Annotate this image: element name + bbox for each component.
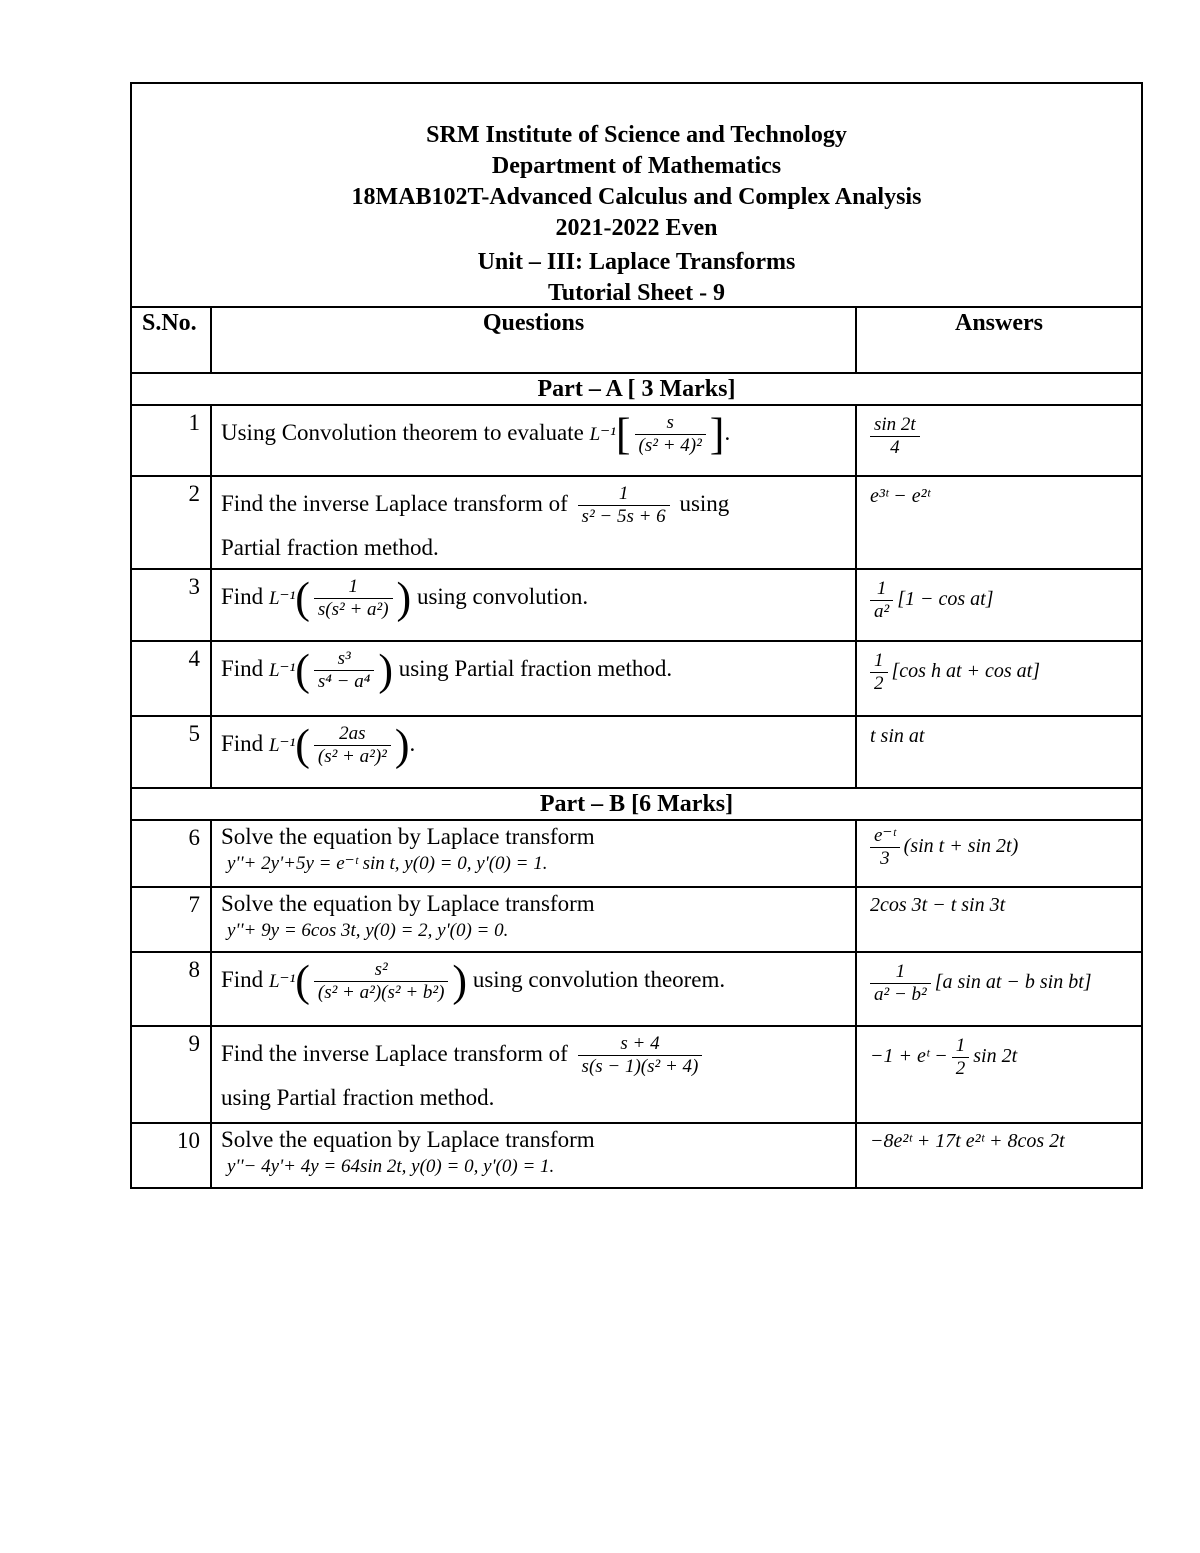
column-sno: S.No. [132,308,211,373]
question-number: 4 [132,641,211,716]
column-header-row [132,308,1141,373]
question-number: 6 [132,820,211,887]
tutorial-sheet [130,82,1143,1189]
question-text: Find L⁻¹( $\frac{1}{\text{s(s² + a²)}}$ ) using convolution. [211,569,856,641]
question-number: 5 [132,716,211,788]
part-a-heading: Part – A [ 3 Marks] [132,373,1141,405]
answer-text: $\frac{1}{\text{a² − b²}}$ [a sin at − b sin bt] [856,952,1141,1026]
answer-text: $\frac{1}{2}$ [cos h at + cos at] [856,641,1141,716]
answer-text: e³ᵗ − e²ᵗ [856,476,1141,569]
institute-name: SRM Institute of Science and Technology [426,122,847,148]
answer-text: −8e²ᵗ + 17t e²ᵗ + 8cos 2t [856,1123,1141,1187]
question-number: 9 [132,1026,211,1123]
part-b-heading: Part – B [6 Marks] [132,788,1141,820]
department-name: Department of Mathematics [491,153,782,179]
question-number: 3 [132,569,211,641]
question-number: 2 [132,476,211,569]
table-row [132,1123,1141,1187]
part-a-row [132,373,1141,405]
table-row [132,820,1141,887]
question-text: Find L⁻¹( $\frac{2as}{\text{(s² + a²)²}}$ ). [211,716,856,788]
question-text: Find L⁻¹( $\frac{\text{s³}}{\text{s⁴ − a⁴}}$ ) using Partial fraction method. [211,641,856,716]
questions-table [132,308,1141,1187]
sheet-number: Tutorial Sheet - 9 [547,280,726,306]
table-row [132,405,1141,476]
answer-text: $\frac{\sin 2t}{4}$ [856,405,1141,476]
table-row [132,476,1141,569]
question-text: Find the inverse Laplace transform of $\frac{s + 4}{\text{s(s − 1)(s² + 4)}}$ using Partial fraction method. [211,1026,856,1123]
course-title: 18MAB102T-Advanced Calculus and Complex Analysis [351,184,922,210]
table-row [132,1026,1141,1123]
unit-title: Unit – III: Laplace Transforms [477,249,796,275]
question-number: 8 [132,952,211,1026]
table-row [132,887,1141,952]
question-text: Solve the equation by Laplace transform y''+ 2y'+5y = e⁻ᵗ sin t, y(0) = 0, y'(0) = 1. [211,820,856,887]
column-questions: Questions [211,308,856,373]
column-answers: Answers [856,308,1141,373]
question-text: Solve the equation by Laplace transform y''+ 9y = 6cos 3t, y(0) = 2, y'(0) = 0. [211,887,856,952]
academic-year: 2021-2022 Even [555,215,718,241]
table-row [132,569,1141,641]
table-row [132,716,1141,788]
question-number: 1 [132,405,211,476]
equation: y''+ 2y'+5y = e⁻ᵗ sin t, y(0) = 0, y'(0) = 1. [227,853,548,874]
equation: y''+ 9y = 6cos 3t, y(0) = 2, y'(0) = 0. [227,920,509,941]
answer-text: $\frac{1}{\text{a²}}$ [1 − cos at] [856,569,1141,641]
answer-text: −1 + eᵗ − $\frac{1}{2}$ sin 2t [856,1026,1141,1123]
answer-text: $\frac{\text{e⁻ᵗ}}{3}$ (sin t + sin 2t) [856,820,1141,887]
table-row [132,952,1141,1026]
part-b-row [132,788,1141,820]
sheet-header [132,84,1141,308]
answer-text: t sin at [856,716,1141,788]
question-text: Solve the equation by Laplace transform y''− 4y'+ 4y = 64sin 2t, y(0) = 0, y'(0) = 1. [211,1123,856,1187]
question-text: Find the inverse Laplace transform of $\frac{1}{\text{s² − 5s + 6}}$ using Partial fraction method. [211,476,856,569]
question-text: Find L⁻¹( $\frac{\text{s²}}{\text{(s² + a²)(s² + b²)}}$ ) using convolution theorem. [211,952,856,1026]
equation: y''− 4y'+ 4y = 64sin 2t, y(0) = 0, y'(0) = 1. [227,1156,555,1177]
question-text: Using Convolution theorem to evaluate L⁻¹[ $\frac{s}{\text{(s² + 4)²}}$ ]. [211,405,856,476]
answer-text: 2cos 3t − t sin 3t [856,887,1141,952]
question-number: 10 [132,1123,211,1187]
question-number: 7 [132,887,211,952]
table-row [132,641,1141,716]
